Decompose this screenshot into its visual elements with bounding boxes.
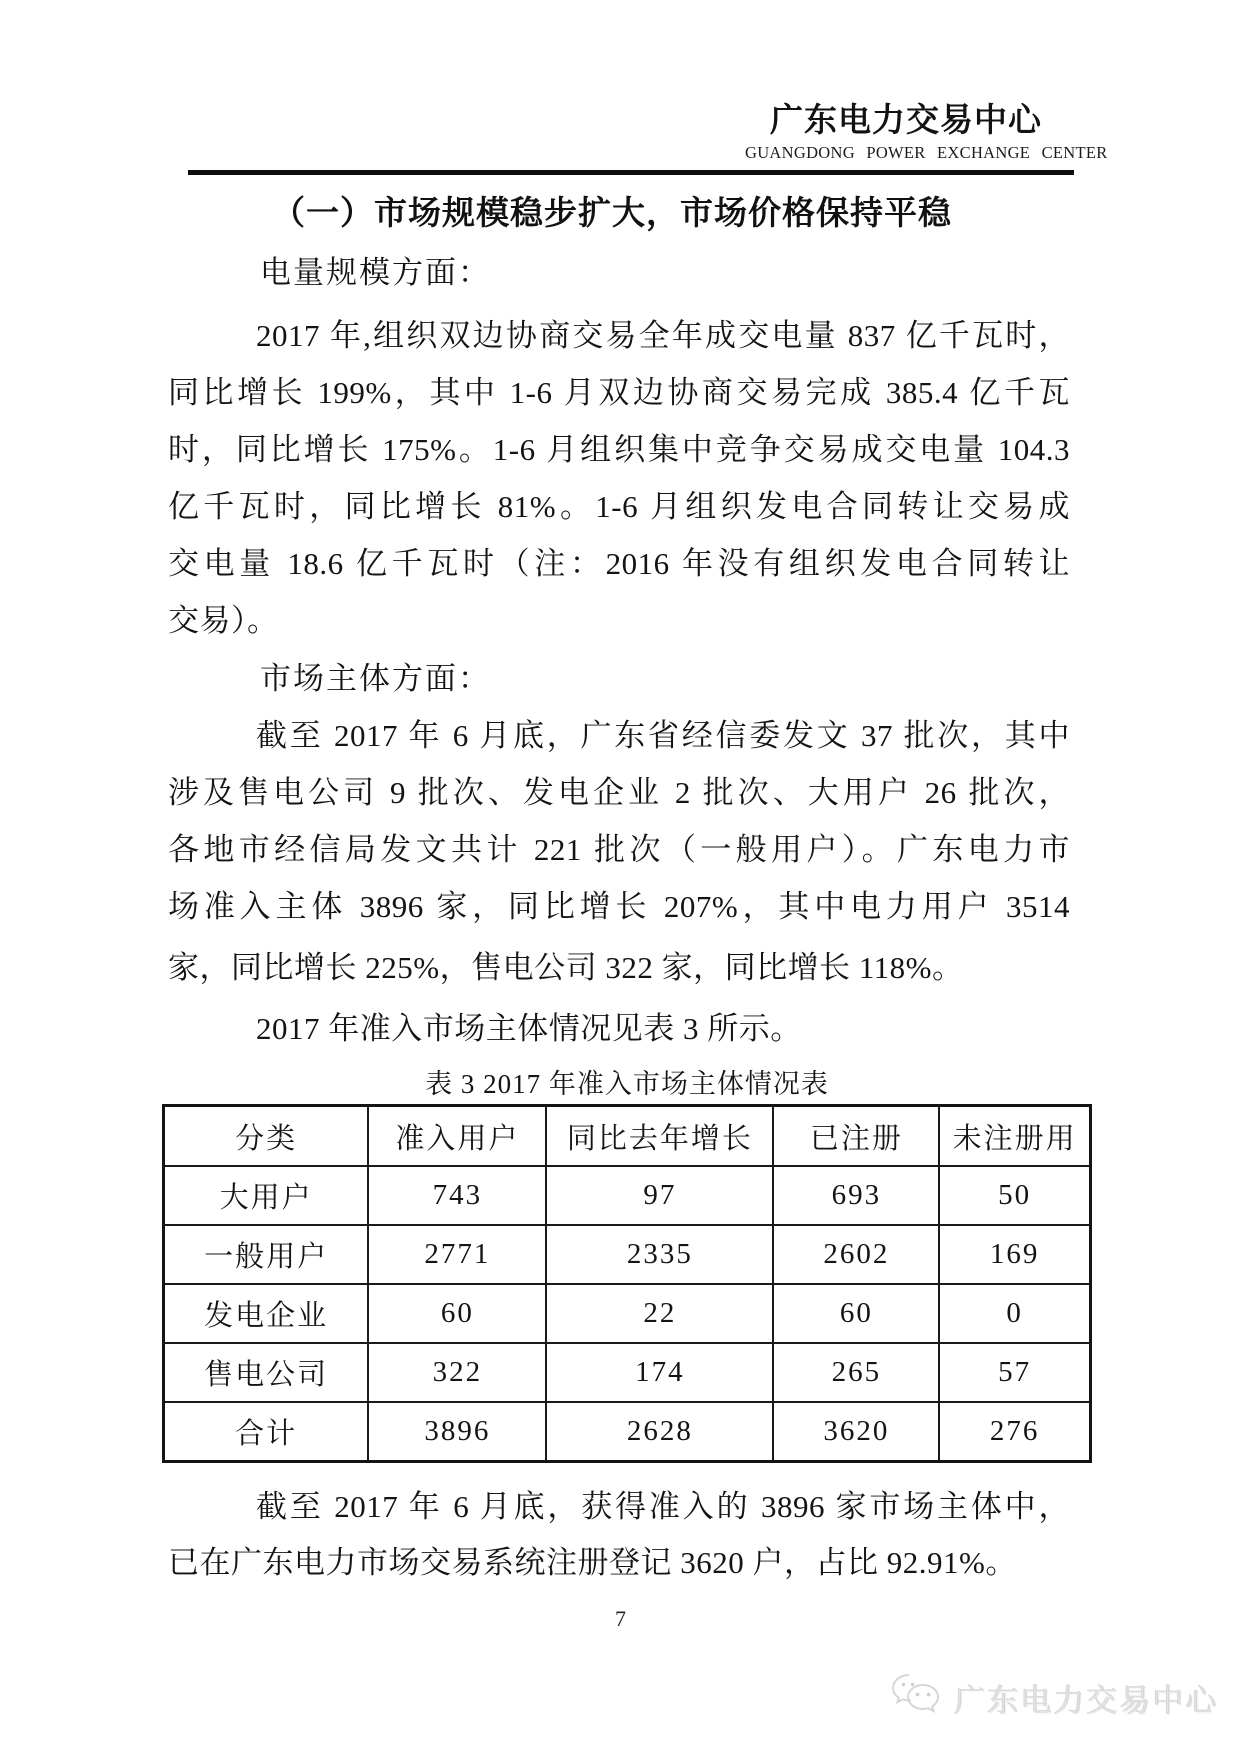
cell: 265 [773,1343,939,1402]
table-caption: 表 3 2017 年准入市场主体情况表 [425,1069,829,1099]
cell: 一般用户 [164,1225,369,1284]
cell: 50 [939,1166,1090,1225]
cell: 174 [546,1343,773,1402]
table-row [164,1225,1091,1284]
paragraph-label-electricity-volume: 电量规模方面： [260,255,491,290]
body-line: 涉及售电公司 9 批次、发电企业 2 批次、大用户 26 批次， [168,775,1070,810]
body-line: 2017 年,组织双边协商交易全年成交电量 837 亿千瓦时， [256,318,1070,353]
cell: 大用户 [164,1166,369,1225]
paragraph-label-market-entities: 市场主体方面： [260,661,491,696]
cell: 693 [773,1166,939,1225]
col-header-registered: 已注册 [773,1106,939,1167]
table-row [164,1343,1091,1402]
cell: 2602 [773,1225,939,1284]
col-header-yoy-growth: 同比去年增长 [546,1106,773,1167]
org-name-english: GUANGDONG POWER EXCHANGE CENTER [745,143,1108,162]
cell: 发电企业 [164,1284,369,1343]
cell: 合计 [164,1402,369,1462]
body-line: 家，同比增长 225%，售电公司 322 家，同比增长 118%。 [168,950,964,985]
table-row [164,1166,1091,1225]
cell: 0 [939,1284,1090,1343]
body-line: 2017 年准入市场主体情况见表 3 所示。 [256,1011,802,1046]
cell: 60 [368,1284,546,1343]
col-header-unregistered: 未注册用 [939,1106,1090,1167]
wechat-icon [889,1671,945,1724]
col-header-category: 分类 [164,1106,369,1167]
cell: 743 [368,1166,546,1225]
cell: 60 [773,1284,939,1343]
org-name-chinese: 广东电力交易中心 [770,101,1042,138]
body-line: 时，同比增长 175%。1-6 月组织集中竞争交易成交电量 104.3 [168,432,1070,467]
table-header-row [164,1106,1091,1167]
cell: 322 [368,1343,546,1402]
header-divider-line [188,170,1074,175]
cell: 2628 [546,1402,773,1462]
letterhead [745,101,1108,162]
cell: 22 [546,1284,773,1343]
cell: 3620 [773,1402,939,1462]
body-line: 已在广东电力市场交易系统注册登记 3620 户，占比 92.91%。 [168,1545,1017,1580]
cell: 售电公司 [164,1343,369,1402]
cell: 97 [546,1166,773,1225]
page-number: 7 [615,1606,626,1631]
body-line: 各地市经信局发文共计 221 批次（一般用户）。广东电力市 [168,832,1070,867]
cell: 169 [939,1225,1090,1284]
body-line: 同比增长 199%，其中 1-6 月双边协商交易完成 385.4 亿千瓦 [168,375,1070,410]
body-line: 交易）。 [168,603,279,638]
cell: 2335 [546,1225,773,1284]
table-row [164,1284,1091,1343]
table-row-total [164,1402,1091,1462]
section-heading: （一）市场规模稳步扩大，市场价格保持平稳 [272,196,952,232]
market-entities-table [162,1104,1092,1463]
body-line: 交电量 18.6 亿千瓦时（注：2016 年没有组织发电合同转让 [168,546,1070,581]
body-line: 场准入主体 3896 家，同比增长 207%，其中电力用户 3514 [168,889,1070,924]
cell: 3896 [368,1402,546,1462]
body-line: 截至 2017 年 6 月底，获得准入的 3896 家市场主体中， [256,1489,1070,1524]
body-line: 截至 2017 年 6 月底，广东省经信委发文 37 批次，其中 [256,718,1070,753]
cell: 57 [939,1343,1090,1402]
watermark-text: 广东电力交易中心 [954,1683,1218,1718]
cell: 276 [939,1402,1090,1462]
cell: 2771 [368,1225,546,1284]
col-header-admitted-users: 准入用户 [368,1106,546,1167]
body-line: 亿千瓦时，同比增长 81%。1-6 月组织发电合同转让交易成 [168,489,1070,524]
watermark [889,1671,1218,1724]
